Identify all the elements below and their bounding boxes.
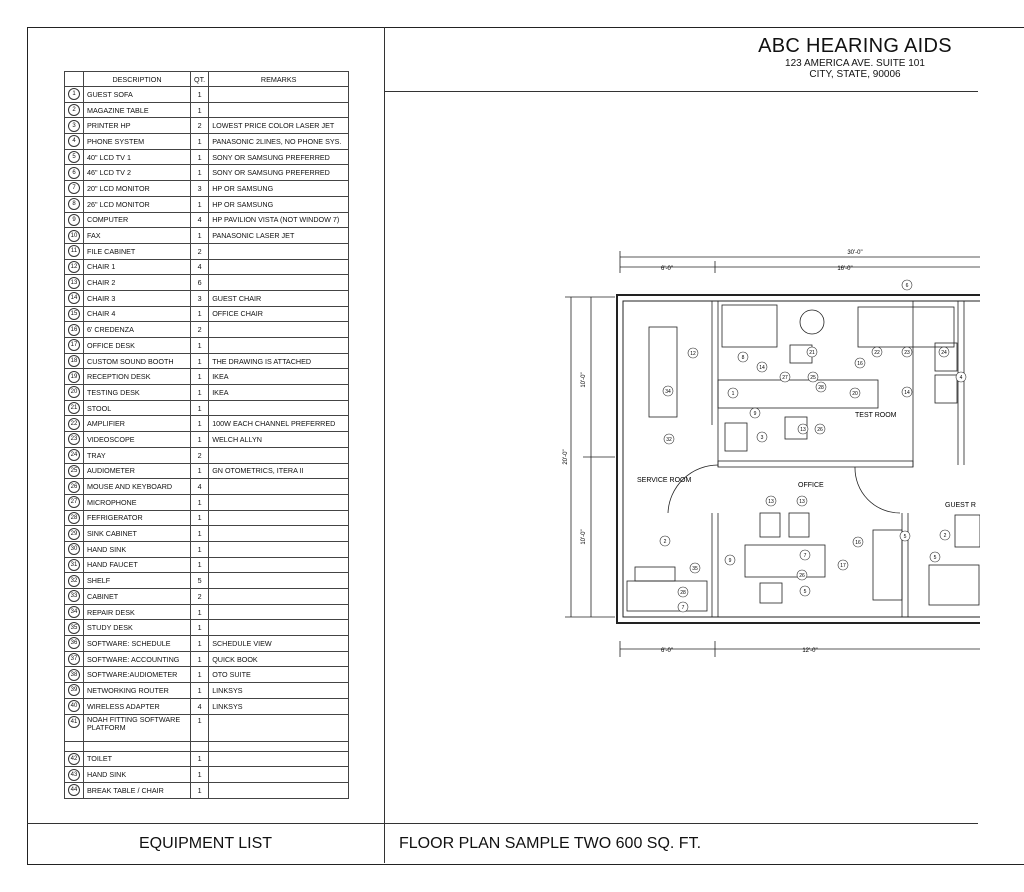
row-remarks: LINKSYS — [209, 683, 349, 699]
row-description: AMPLIFIER — [84, 416, 191, 432]
row-qty: 1 — [191, 353, 209, 369]
row-qty: 1 — [191, 385, 209, 401]
plan-tag-label: 17 — [840, 563, 846, 569]
table-row — [65, 479, 349, 495]
row-description: SOFTWARE:AUDIOMETER — [84, 667, 191, 683]
row-description: 40" LCD TV 1 — [84, 149, 191, 165]
plan-tag-label: 26 — [817, 427, 823, 433]
row-number: 12 — [65, 259, 84, 275]
row-qty: 1 — [191, 149, 209, 165]
row-description: RECEPTION DESK — [84, 369, 191, 385]
row-remarks — [209, 338, 349, 354]
row-remarks — [209, 243, 349, 259]
row-qty: 6 — [191, 275, 209, 291]
dim-top-mid: 16'-0" — [837, 266, 853, 272]
row-qty: 3 — [191, 181, 209, 197]
table-row — [65, 149, 349, 165]
row-qty: 1 — [191, 604, 209, 620]
row-description: OFFICE DESK — [84, 338, 191, 354]
row-remarks — [209, 275, 349, 291]
row-description: CHAIR 4 — [84, 306, 191, 322]
row-qty: 1 — [191, 714, 209, 741]
table-row — [65, 463, 349, 479]
table-row — [65, 604, 349, 620]
row-qty: 1 — [191, 196, 209, 212]
row-remarks: GN OTOMETRICS, ITERA II — [209, 463, 349, 479]
row-number: 1 — [65, 87, 84, 103]
row-qty: 1 — [191, 165, 209, 181]
table-row — [65, 228, 349, 244]
row-description: MAGAZINE TABLE — [84, 102, 191, 118]
company-address-line1: 123 AMERICA AVE. SUITE 101 — [785, 58, 925, 69]
row-description: TESTING DESK — [84, 385, 191, 401]
company-address-line2: CITY, STATE, 90006 — [809, 69, 901, 80]
table-row — [65, 494, 349, 510]
table-row — [65, 259, 349, 275]
table-row — [65, 526, 349, 542]
row-number: 40 — [65, 698, 84, 714]
plan-tag-label: 24 — [941, 350, 947, 356]
row-description: PHONE SYSTEM — [84, 134, 191, 150]
table-row — [65, 636, 349, 652]
row-remarks — [209, 259, 349, 275]
row-description: STOOL — [84, 400, 191, 416]
row-number: 36 — [65, 636, 84, 652]
table-row — [65, 432, 349, 448]
table-row — [65, 118, 349, 134]
plan-tag-label: 7 — [803, 553, 807, 559]
dim-bottom-mid: 12'-0" — [802, 648, 818, 654]
row-number: 35 — [65, 620, 84, 636]
table-row — [65, 557, 349, 573]
table-row — [65, 353, 349, 369]
row-number: 8 — [65, 196, 84, 212]
floor-plan — [555, 245, 980, 657]
row-description: FILE CABINET — [84, 243, 191, 259]
table-row — [65, 385, 349, 401]
plan-tag-label: 13 — [799, 499, 805, 505]
plan-tag-label: 27 — [782, 375, 788, 381]
row-qty: 1 — [191, 416, 209, 432]
row-number: 18 — [65, 353, 84, 369]
row-qty: 2 — [191, 243, 209, 259]
row-qty: 1 — [191, 87, 209, 103]
row-qty: 2 — [191, 589, 209, 605]
plan-tag-label: 5 — [803, 589, 807, 595]
row-qty: 1 — [191, 102, 209, 118]
row-remarks — [209, 510, 349, 526]
row-description: BREAK TABLE / CHAIR — [84, 782, 191, 798]
table-row — [65, 620, 349, 636]
row-description: CHAIR 3 — [84, 290, 191, 306]
plan-tag-label: 3 — [760, 435, 764, 441]
row-number: 14 — [65, 290, 84, 306]
table-row — [65, 338, 349, 354]
plan-tag-label: 26 — [799, 573, 805, 579]
row-qty: 4 — [191, 259, 209, 275]
dim-left-bottom: 10'-0" — [581, 529, 587, 545]
table-row — [65, 541, 349, 557]
row-qty: 1 — [191, 400, 209, 416]
row-description: REPAIR DESK — [84, 604, 191, 620]
row-description: SOFTWARE: SCHEDULE — [84, 636, 191, 652]
row-remarks: 100W EACH CHANNEL PREFERRED — [209, 416, 349, 432]
row-remarks — [209, 557, 349, 573]
row-qty: 1 — [191, 667, 209, 683]
plan-tag-label: 20 — [852, 391, 858, 397]
row-number: 16 — [65, 322, 84, 338]
row-remarks: IKEA — [209, 385, 349, 401]
dim-left-total: 20'-0" — [563, 449, 569, 465]
row-number: 31 — [65, 557, 84, 573]
row-remarks — [209, 714, 349, 741]
row-remarks — [209, 102, 349, 118]
row-description: HAND FAUCET — [84, 557, 191, 573]
row-description: WIRELESS ADAPTER — [84, 698, 191, 714]
plan-tag-label: 35 — [692, 566, 698, 572]
floor-plan-title: FLOOR PLAN SAMPLE TWO 600 SQ. FT. — [399, 834, 702, 852]
row-remarks — [209, 400, 349, 416]
row-remarks: SONY OR SAMSUNG PREFERRED — [209, 149, 349, 165]
table-row — [65, 306, 349, 322]
row-description: TRAY — [84, 447, 191, 463]
row-number: 30 — [65, 541, 84, 557]
equipment-list-title: EQUIPMENT LIST — [138, 834, 273, 852]
row-remarks — [209, 751, 349, 767]
row-description: CHAIR 2 — [84, 275, 191, 291]
plan-tag-label: 5 — [903, 534, 907, 540]
row-remarks — [209, 541, 349, 557]
row-qty: 4 — [191, 479, 209, 495]
row-qty: 2 — [191, 447, 209, 463]
row-number: 27 — [65, 494, 84, 510]
row-description: VIDEOSCOPE — [84, 432, 191, 448]
row-number: 15 — [65, 306, 84, 322]
row-number: 4 — [65, 134, 84, 150]
row-description: 26" LCD MONITOR — [84, 196, 191, 212]
row-remarks: HP OR SAMSUNG — [209, 196, 349, 212]
table-row — [65, 196, 349, 212]
table-row — [65, 322, 349, 338]
plan-tag-label: 5 — [933, 555, 937, 561]
row-remarks: LOWEST PRICE COLOR LASER JET — [209, 118, 349, 134]
row-description: MICROPHONE — [84, 494, 191, 510]
table-row — [65, 651, 349, 667]
row-remarks: QUICK BOOK — [209, 651, 349, 667]
row-description: NOAH FITTING SOFTWARE PLATFORM — [84, 714, 191, 741]
table-row — [65, 102, 349, 118]
row-number: 25 — [65, 463, 84, 479]
row-description: SINK CABINET — [84, 526, 191, 542]
row-remarks — [209, 479, 349, 495]
row-qty: 2 — [191, 118, 209, 134]
row-remarks: WELCH ALLYN — [209, 432, 349, 448]
table-row — [65, 181, 349, 197]
row-remarks: OFFICE CHAIR — [209, 306, 349, 322]
row-remarks — [209, 589, 349, 605]
plan-tag-label: 28 — [818, 385, 824, 391]
row-description: HAND SINK — [84, 767, 191, 783]
row-number: 43 — [65, 767, 84, 783]
table-row — [65, 243, 349, 259]
table-row — [65, 782, 349, 798]
row-remarks — [209, 322, 349, 338]
row-number: 7 — [65, 181, 84, 197]
row-remarks — [209, 494, 349, 510]
sheet-vertical-divider — [384, 27, 385, 863]
row-number: 6 — [65, 165, 84, 181]
table-spacer-row — [65, 741, 349, 751]
row-qty: 1 — [191, 767, 209, 783]
row-qty: 1 — [191, 306, 209, 322]
row-remarks: PANASONIC 2LINES, NO PHONE SYS. — [209, 134, 349, 150]
row-qty: 5 — [191, 573, 209, 589]
row-remarks: THE DRAWING IS ATTACHED — [209, 353, 349, 369]
plan-tag-label: 6 — [905, 283, 909, 289]
row-number: 34 — [65, 604, 84, 620]
plan-tag-label: 12 — [690, 351, 696, 357]
table-row — [65, 369, 349, 385]
row-description: CABINET — [84, 589, 191, 605]
row-number: 41 — [65, 714, 84, 741]
plan-tag-label: 9 — [753, 411, 757, 417]
row-remarks — [209, 620, 349, 636]
row-description: PRINTER HP — [84, 118, 191, 134]
row-qty: 4 — [191, 698, 209, 714]
row-number: 33 — [65, 589, 84, 605]
row-number: 19 — [65, 369, 84, 385]
row-number: 11 — [65, 243, 84, 259]
row-number: 39 — [65, 683, 84, 699]
plan-tag-label: 16 — [857, 361, 863, 367]
row-remarks: SCHEDULE VIEW — [209, 636, 349, 652]
row-remarks — [209, 782, 349, 798]
row-description: 20" LCD MONITOR — [84, 181, 191, 197]
row-description: SOFTWARE: ACCOUNTING — [84, 651, 191, 667]
row-number: 38 — [65, 667, 84, 683]
row-remarks — [209, 604, 349, 620]
row-remarks — [209, 87, 349, 103]
row-number: 20 — [65, 385, 84, 401]
row-qty: 3 — [191, 290, 209, 306]
plan-tag-label: 2 — [663, 539, 667, 545]
row-qty: 1 — [191, 620, 209, 636]
row-qty: 1 — [191, 510, 209, 526]
header-divider — [385, 91, 978, 92]
row-number: 28 — [65, 510, 84, 526]
row-number: 17 — [65, 338, 84, 354]
row-description: MOUSE AND KEYBOARD — [84, 479, 191, 495]
plan-tag-label: 28 — [680, 590, 686, 596]
row-remarks — [209, 447, 349, 463]
room-label-office: OFFICE — [798, 482, 824, 489]
equipment-table-body — [65, 87, 349, 799]
equipment-table-header — [65, 72, 349, 87]
row-description: CUSTOM SOUND BOOTH — [84, 353, 191, 369]
plan-tag-label: 1 — [731, 391, 735, 397]
row-qty: 1 — [191, 636, 209, 652]
table-row — [65, 751, 349, 767]
table-row — [65, 275, 349, 291]
company-block — [700, 35, 1010, 80]
row-qty: 1 — [191, 751, 209, 767]
row-remarks — [209, 767, 349, 783]
row-description: COMPUTER — [84, 212, 191, 228]
table-row — [65, 416, 349, 432]
table-row — [65, 290, 349, 306]
company-name: ABC HEARING AIDS — [758, 35, 952, 57]
room-label-test: TEST ROOM — [855, 412, 897, 419]
table-row — [65, 134, 349, 150]
row-number: 26 — [65, 479, 84, 495]
plan-tag-label: 8 — [741, 355, 745, 361]
plan-tag-label: 13 — [800, 427, 806, 433]
row-number: 21 — [65, 400, 84, 416]
row-qty: 1 — [191, 134, 209, 150]
row-qty: 1 — [191, 683, 209, 699]
row-qty: 1 — [191, 369, 209, 385]
row-qty: 4 — [191, 212, 209, 228]
col-description-header: DESCRIPTION — [84, 72, 191, 87]
row-qty: 1 — [191, 228, 209, 244]
table-row — [65, 667, 349, 683]
room-label-service: SERVICE ROOM — [637, 477, 692, 484]
row-remarks: PANASONIC LASER JET — [209, 228, 349, 244]
col-qty-header: QT. — [191, 72, 209, 87]
row-description: STUDY DESK — [84, 620, 191, 636]
table-row — [65, 212, 349, 228]
plan-tag-label: 32 — [666, 437, 672, 443]
row-qty: 1 — [191, 557, 209, 573]
table-row — [65, 698, 349, 714]
plan-tag-group — [660, 280, 966, 612]
table-row — [65, 400, 349, 416]
row-remarks: GUEST CHAIR — [209, 290, 349, 306]
row-description: TOILET — [84, 751, 191, 767]
plan-tag-label: 25 — [810, 375, 816, 381]
row-number: 24 — [65, 447, 84, 463]
row-number: 44 — [65, 782, 84, 798]
dim-top-left: 6'-0" — [661, 266, 673, 272]
plan-tag-label: 34 — [665, 389, 671, 395]
row-number: 42 — [65, 751, 84, 767]
row-description: HAND SINK — [84, 541, 191, 557]
row-remarks: HP PAVILION VISTA (NOT WINDOW 7) — [209, 212, 349, 228]
row-remarks: HP OR SAMSUNG — [209, 181, 349, 197]
row-qty: 1 — [191, 494, 209, 510]
row-number: 32 — [65, 573, 84, 589]
row-remarks: OTO SUITE — [209, 667, 349, 683]
table-row — [65, 683, 349, 699]
row-qty: 2 — [191, 322, 209, 338]
table-row — [65, 767, 349, 783]
row-remarks: LINKSYS — [209, 698, 349, 714]
dim-top-total: 30'-0" — [847, 250, 863, 256]
row-number: 9 — [65, 212, 84, 228]
row-description: SHELF — [84, 573, 191, 589]
table-row — [65, 447, 349, 463]
row-remarks: SONY OR SAMSUNG PREFERRED — [209, 165, 349, 181]
plan-tag-label: 4 — [959, 375, 963, 381]
plan-tag-label: 9 — [728, 558, 732, 564]
row-description: AUDIOMETER — [84, 463, 191, 479]
table-row — [65, 589, 349, 605]
row-number: 2 — [65, 102, 84, 118]
row-remarks — [209, 526, 349, 542]
row-qty: 1 — [191, 782, 209, 798]
row-number: 5 — [65, 149, 84, 165]
plan-tag-label: 22 — [874, 350, 880, 356]
row-qty: 1 — [191, 338, 209, 354]
plan-tag-label: 7 — [681, 605, 685, 611]
row-number: 29 — [65, 526, 84, 542]
row-qty: 1 — [191, 651, 209, 667]
plan-tag-label: 13 — [768, 499, 774, 505]
equipment-table — [64, 71, 349, 799]
row-remarks — [209, 573, 349, 589]
table-row — [65, 165, 349, 181]
row-description: FAX — [84, 228, 191, 244]
row-remarks: IKEA — [209, 369, 349, 385]
row-number: 22 — [65, 416, 84, 432]
plan-tag-label: 2 — [943, 533, 947, 539]
plan-tag-label: 16 — [855, 540, 861, 546]
row-description: 46" LCD TV 2 — [84, 165, 191, 181]
row-qty: 1 — [191, 463, 209, 479]
plan-tag-label: 14 — [904, 390, 910, 396]
row-number: 13 — [65, 275, 84, 291]
table-row — [65, 510, 349, 526]
table-row — [65, 573, 349, 589]
row-description: NETWORKING ROUTER — [84, 683, 191, 699]
row-number: 37 — [65, 651, 84, 667]
row-description: 6' CREDENZA — [84, 322, 191, 338]
row-description: FEFRIGERATOR — [84, 510, 191, 526]
plan-tag-label: 21 — [809, 350, 815, 356]
plan-tag-label: 23 — [904, 350, 910, 356]
col-remarks-header: REMARKS — [209, 72, 349, 87]
plan-tag-label: 14 — [759, 365, 765, 371]
row-number: 3 — [65, 118, 84, 134]
dim-bottom-left: 6'-0" — [661, 648, 673, 654]
row-qty: 1 — [191, 432, 209, 448]
room-label-guest: GUEST R — [945, 502, 976, 509]
row-qty: 1 — [191, 526, 209, 542]
row-number: 10 — [65, 228, 84, 244]
row-description: GUEST SOFA — [84, 87, 191, 103]
row-qty: 1 — [191, 541, 209, 557]
table-row — [65, 87, 349, 103]
row-description: CHAIR 1 — [84, 259, 191, 275]
col-number-header — [65, 72, 84, 87]
dim-left-top: 10'-0" — [581, 372, 587, 388]
table-row — [65, 714, 349, 741]
row-number: 23 — [65, 432, 84, 448]
